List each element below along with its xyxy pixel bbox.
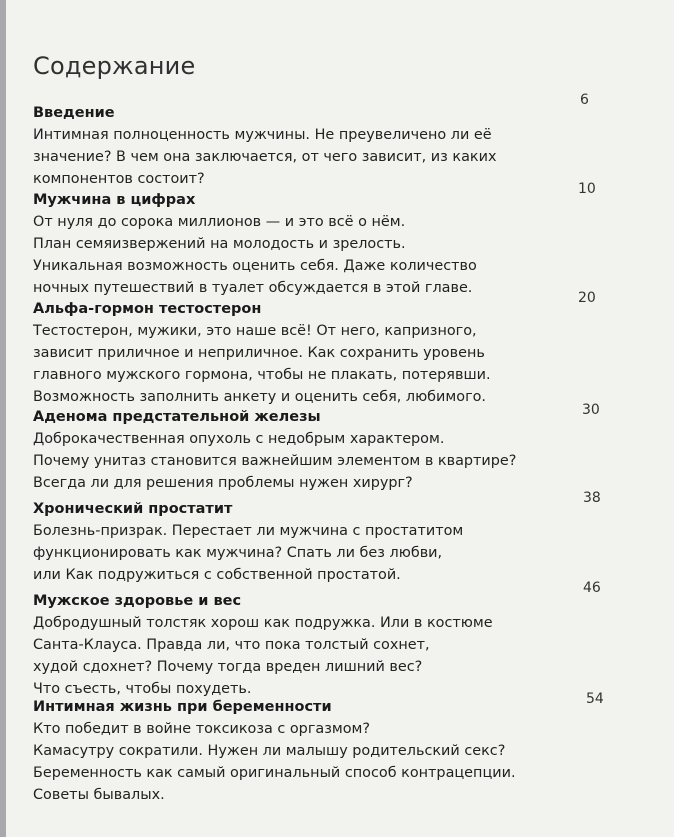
entry-description-line: Возможность заполнить анкету и оценить себя, любимого.: [33, 389, 487, 405]
book-page: [6, 0, 674, 837]
entry-description-line: Добродушный толстяк хорош как подружка. Или в костюме: [33, 615, 493, 631]
entry-heading: Хронический простатит: [33, 501, 233, 517]
entry-page-number: 20: [578, 290, 596, 306]
entry-description-line: ночных путешествий в туалет обсуждается в этой главе.: [33, 280, 473, 296]
toc-entry-adenoma: [33, 408, 653, 494]
toc-entry-pregnancy: [33, 698, 653, 806]
entry-heading: Мужчина в цифрах: [33, 192, 196, 208]
entry-description-line: компонентов состоит?: [33, 171, 205, 187]
toc-entry-man-in-numbers: [33, 191, 653, 299]
entry-description-line: Тестостерон, мужики, это наше всё! От него, капризного,: [33, 323, 477, 339]
entry-description-line: Всегда ли для решения проблемы нужен хирург?: [33, 475, 413, 491]
toc-entry-prostatitis: [33, 500, 653, 586]
entry-heading: Аденома предстательной железы: [33, 409, 321, 425]
entry-description-line: Что съесть, чтобы похудеть.: [33, 681, 252, 697]
entry-page-number: 10: [578, 181, 596, 197]
entry-description-line: функционировать как мужчина? Спать ли без любви,: [33, 545, 443, 561]
entry-page-number: 54: [586, 691, 604, 707]
entry-description-line: главного мужского гормона, чтобы не плакать, потерявши.: [33, 367, 491, 383]
entry-description-line: значение? В чем она заключается, от чего зависит, из каких: [33, 149, 497, 165]
entry-description-line: Камасутру сократили. Нужен ли малышу родительский секс?: [33, 743, 506, 759]
entry-description-line: Кто победит в войне токсикоза с оргазмом?: [33, 721, 371, 737]
entry-description-line: Почему унитаз становится важнейшим элементом в квартире?: [33, 453, 517, 469]
entry-heading: Альфа-гормон тестостерон: [33, 301, 262, 317]
entry-description-line: зависит приличное и неприличное. Как сохранить уровень: [33, 345, 485, 361]
entry-heading: Интимная жизнь при беременности: [33, 699, 332, 715]
entry-description-line: Доброкачественная опухоль с недобрым характером.: [33, 431, 445, 447]
entry-description-line: Интимная полноценность мужчины. Не преувеличено ли её: [33, 127, 492, 143]
entry-description-line: Уникальная возможность оценить себя. Даже количество: [33, 258, 477, 274]
entry-description-line: или Как подружиться с собственной простатой.: [33, 567, 401, 583]
entry-description-line: худой сдохнет? Почему тогда вреден лишний вес?: [33, 659, 423, 675]
entry-page-number: 30: [582, 402, 600, 418]
entry-page-number: 46: [583, 580, 601, 596]
entry-description-line: Советы бывалых.: [33, 787, 165, 803]
toc-entry-introduction: [33, 104, 653, 190]
toc-title: Содержание: [33, 52, 196, 80]
entry-page-number: 38: [583, 490, 601, 506]
entry-description-line: План семяизвержений на молодость и зрелость.: [33, 236, 406, 252]
toc-entry-testosterone: [33, 300, 653, 408]
toc-entry-health-and-weight: [33, 592, 653, 700]
entry-description-line: Болезнь-призрак. Перестает ли мужчина с простатитом: [33, 523, 464, 539]
entry-description-line: Санта-Клауса. Правда ли, что пока толстый сохнет,: [33, 637, 430, 653]
entry-page-number: 6: [580, 92, 589, 108]
entry-description-line: От нуля до сорока миллионов — и это всё о нём.: [33, 214, 406, 230]
entry-heading: Введение: [33, 105, 115, 121]
entry-heading: Мужское здоровье и вес: [33, 593, 242, 609]
entry-description-line: Беременность как самый оригинальный способ контрацепции.: [33, 765, 516, 781]
